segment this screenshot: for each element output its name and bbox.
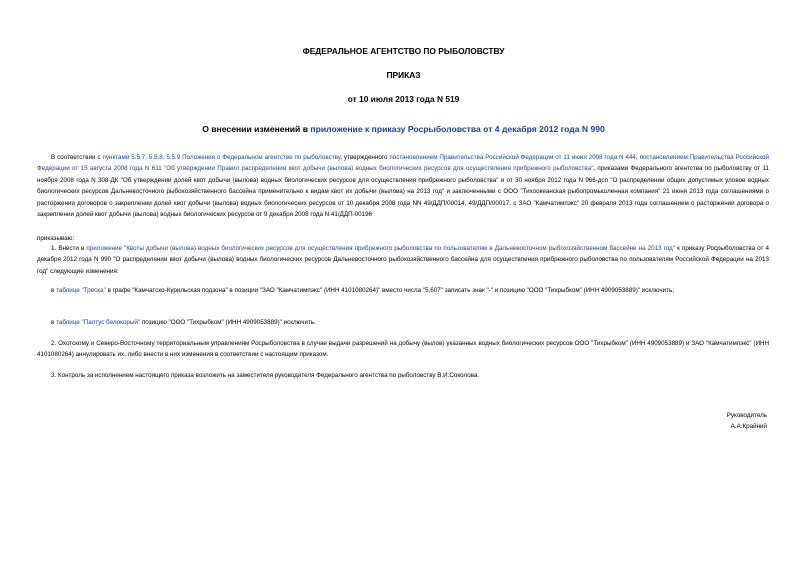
subject-prefix: О внесении изменений в — [202, 124, 311, 134]
resolution-444-link[interactable]: постановлением Правительства Российской Федерации от 11 июня 2008 года N 444 — [389, 154, 636, 161]
p3-text-a: 1. Внести в — [51, 245, 87, 252]
agency-title: ФЕДЕРАЛЬНОЕ АГЕНТСТВО ПО РЫБОЛОВСТВУ — [302, 46, 505, 56]
p1-text-a: В соответствии с — [51, 154, 103, 161]
order-word: приказываю: — [37, 235, 75, 242]
subject-link[interactable]: приложение к приказу Росрыболовства от 4 декабря 2012 года N 990 — [310, 124, 605, 134]
p3-text-b: к приказу Росрыболовства от 4 декабря 2012 года N 990 "О распределении квот добычи (вылова) водных биологических ресурсов Дальневосточного рыбохозяйственного бассейна для осуществления прибрежного рыболовства по пользователям Российской Федерации на 2013 год" следующие изменения: — [37, 245, 770, 275]
document-date-number: от 10 июля 2013 года N 519 — [347, 94, 460, 104]
p4-text-a: в — [51, 287, 57, 294]
appendix-link[interactable]: приложение "Квоты добычи (вылова) водных биологических ресурсов для осуществления прибрежного рыболовства по пользователям в Дальневосточном рыбохозяйственном бассейне на 2013 год" — [86, 245, 675, 252]
preamble-paragraph — [37, 152, 769, 220]
cod-table-paragraph — [37, 285, 769, 296]
regulation-link[interactable]: пунктами 5.5.7, 5.5.8, 5.5.9 Положения о Федеральном агентстве по рыболовству — [102, 154, 341, 161]
resolution-611-link[interactable]: постановлением Правительства Российской Федерации от 15 августа 2008 года N 611 "Об утверждении Правил распределения квот добычи (вылова) водных биологических ресурсов для осуществления прибрежного рыболовства" — [37, 154, 770, 173]
p5-text-a: в — [51, 319, 57, 326]
cod-table-link[interactable]: таблице "Треска" — [56, 287, 106, 294]
halibut-table-link[interactable]: таблице "Палтус белокорый" — [56, 319, 141, 326]
document-type: ПРИКАЗ — [386, 70, 421, 80]
p1-text-c: , — [635, 154, 640, 161]
document-subject — [0, 124, 807, 134]
item-1-paragraph — [37, 243, 769, 277]
signature-name: А.А.Крайний — [730, 423, 767, 430]
p4-text-b: в графе "Камчатско-Курильская подзона" в позиции "ЗАО "Камчатимпэкс" (ИНН 4101080264)" вместо числа "5,607" записать знак "-" и позицию "ООО "Тихрыбком" (ИНН 4909053889)" исключить; — [105, 287, 674, 294]
item-2-paragraph: 2. Охотскому и Северо-Восточному территориальным управлениям Росрыболовства в случае выдачи разрешений на добычу (вылов) указанных водных биологических ресурсов ООО "Тихрыбком" (ИНН 4909053889) и ЗАО "Камчатимпэкс" (ИНН 4101080264) аннулировать их, либо внести в них изменения в соответствии с настоящим приказом. — [37, 340, 769, 359]
p1-text-b: , утвержденного — [340, 154, 390, 161]
p5-text-b: позицию "ООО "Тихрыбком" (ИНН 4909053889)" исключить. — [140, 319, 316, 326]
signature-position: Руководитель — [726, 412, 767, 419]
halibut-table-paragraph — [37, 317, 769, 328]
item-3-paragraph: 3. Контроль за исполнением настоящего приказа возложить на заместителя руководителя Федерального агентства по рыболовству В.И.Соколова. — [51, 372, 480, 379]
p1-text-d: , приказами Федерального агентства по рыболовству от 11 ноября 2008 года N 308-ДК "Об утверждении долей квот добычи (вылова) водных биологических ресурсов для осуществления прибрежного рыболовства" и от 30 ноября 2012 года N 966-дсп "О распределении общих допустимых уловов водных биологических ресурсов Дальневосточного рыбохозяйственного бассейна применительно к видам квот их добычи (вылова) на 2013 год" и заключенными с ООО "Тихоокеанская рыбопромышленная компания" 21 июня 2013 года соглашениями о расторжении договоров о закреплении долей квот добычи (вылова) водных биологических ресурсов от 10 декабря 2008 года NN 49/ДДП/00014, 49/ДДП/00017, с ЗАО "Камчатимпэкс" 20 февраля 2013 года соглашением о расторжении договора о закреплении долей квот добычи (вылова) водных биологических ресурсов от 9 декабря 2008 года N 41/ДДП-00196 — [37, 165, 769, 219]
